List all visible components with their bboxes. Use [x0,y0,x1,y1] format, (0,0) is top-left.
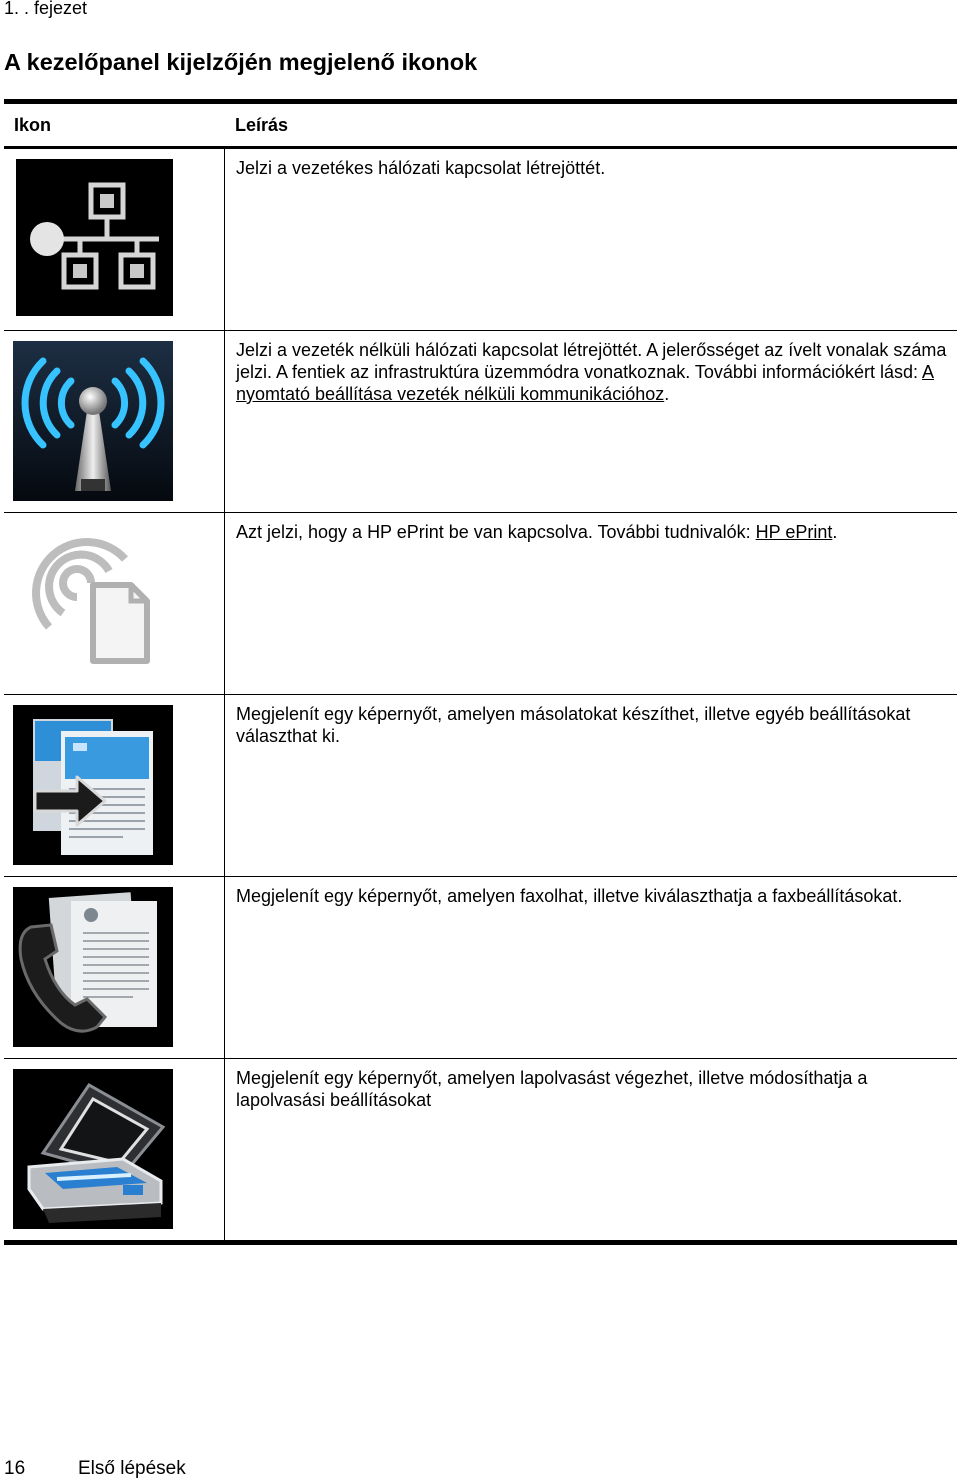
icon-table [4,99,957,1245]
wireless-network-icon [13,341,173,501]
row-description: Jelzi a vezeték nélküli hálózati kapcsolat létrejöttét. A jelerősséget az ívelt vonalak száma jelzi. A fentiek az infrastruktúra üzemmódra vonatkoznak. További információkért lásd: A nyomtató beállítása vezeték nélküli kommunikációhoz. [236,340,947,404]
scan-icon [13,1069,173,1229]
row-description: Megjelenít egy képernyőt, amelyen másolatokat készíthet, illetve egyéb beállításokat választhat ki. [236,704,911,746]
copy-icon [13,705,173,865]
page-title: A kezelőpanel kijelzőjén megjelenő ikonok [4,49,478,75]
col-header-description: Leírás [235,114,289,135]
col-header-icon: Ikon [14,114,52,135]
table-row [4,331,957,512]
fax-icon [13,887,173,1047]
table-bottom-rule [4,1240,957,1245]
table-row [4,149,957,330]
page-number: 16 [4,1458,26,1479]
row-description: Azt jelzi, hogy a HP ePrint be van kapcsolva. További tudnivalók: HP ePrint. [236,522,838,542]
table-row [4,513,957,694]
table-header [4,104,957,146]
chapter-header: 1. . fejezet [4,0,88,18]
table-row [4,877,957,1058]
table-row [4,695,957,876]
footer-section-title: Első lépések [78,1458,186,1479]
row-description: Jelzi a vezetékes hálózati kapcsolat létrejöttét. [236,158,606,178]
wired-network-icon [13,159,173,319]
wireless-setup-link[interactable]: A nyomtató beállítása vezeték nélküli kommunikációhoz [236,362,935,404]
eprint-icon [13,523,173,683]
hp-eprint-link[interactable]: HP ePrint [755,522,833,542]
row-description: Megjelenít egy képernyőt, amelyen lapolvasást végezhet, illetve módosíthatja a lapolvasási beállításokat [236,1068,868,1110]
table-row [4,1059,957,1240]
row-description: Megjelenít egy képernyőt, amelyen faxolhat, illetve kiválaszthatja a faxbeállításokat. [236,886,903,906]
